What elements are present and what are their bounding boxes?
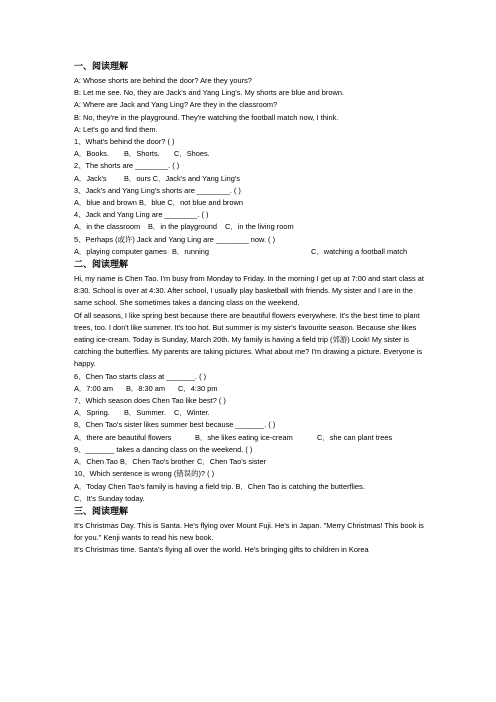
question-text: 4、Jack and Yang Ling are ________. ( ) bbox=[74, 210, 209, 220]
question-options bbox=[74, 246, 424, 258]
option-a[interactable]: A．Spring. bbox=[74, 408, 110, 418]
worksheet-page bbox=[74, 60, 424, 557]
question-text: 1、What's behind the door? ( ) bbox=[74, 137, 175, 147]
dialogue-line: A: Let's go and find them. bbox=[74, 124, 158, 134]
option-c[interactable]: C．Winter. bbox=[174, 408, 210, 418]
question-9 bbox=[74, 444, 424, 468]
option-c[interactable]: C．Shoes. bbox=[174, 149, 210, 159]
question-text: 9、_______ takes a dancing class on the weekend. ( ) bbox=[74, 444, 253, 454]
option-b-c[interactable]: B．blue C．not blue and brown bbox=[139, 198, 243, 208]
question-options bbox=[74, 407, 424, 419]
dialogue-line: B: Let me see. No, they are Jack's and Yang Ling's. My shorts are blue and brown. bbox=[74, 88, 344, 98]
option-a[interactable]: A．in the classroom bbox=[74, 222, 141, 232]
question-text: 6、Chen Tao starts class at _______. ( ) bbox=[74, 371, 207, 381]
question-3 bbox=[74, 185, 424, 209]
option-b[interactable]: B．Summer. bbox=[124, 408, 166, 418]
dialogue-line: A: Whose shorts are behind the door? Are they yours? bbox=[74, 76, 252, 85]
question-options bbox=[74, 197, 424, 209]
option-b[interactable]: B．8:30 am bbox=[126, 383, 166, 393]
question-options bbox=[74, 456, 424, 468]
section-3-heading: 三、阅读理解 bbox=[74, 506, 129, 517]
question-10 bbox=[74, 468, 424, 505]
dialogue-line: B: No, they're in the playground. They're watching the football match now, I think. bbox=[74, 112, 339, 122]
question-text: 5、Perhaps (或许) Jack and Yang Ling are ________ now. ( ) bbox=[74, 234, 276, 244]
option-a[interactable]: A．playing computer games bbox=[74, 246, 167, 256]
section-1-heading: 一、阅读理解 bbox=[74, 62, 129, 72]
question-text: 3、Jack's and Yang Ling's shorts are ________. ( ) bbox=[74, 185, 241, 195]
question-options bbox=[74, 148, 424, 160]
option-c[interactable]: C．watching a football match bbox=[311, 246, 408, 256]
question-6 bbox=[74, 371, 424, 395]
question-text: 7、Which season does Chen Tao like best? ( ) bbox=[74, 396, 226, 406]
option-c[interactable]: C．It's Sunday today. bbox=[74, 493, 145, 503]
option-a[interactable]: A．7:00 am bbox=[74, 383, 114, 393]
passage-paragraph: Of all seasons, I like spring best because there are beautiful flowers everywhere. It's the best time to plant trees, too. I don't like summer. It's too hot. But summer is my sister's favourite season. Because she likes eating ice-cream. Today is Sunday, March 20th. My family is having a field trip (郊游) Look! My sister is catching the butterflies. My parents are taking pictures. What about me? I'm drawing a picture. Everyone is happy. bbox=[74, 310, 423, 369]
question-options bbox=[74, 221, 424, 233]
option-c[interactable]: C．4:30 pm bbox=[178, 383, 218, 393]
section-1-dialogue bbox=[74, 75, 424, 136]
option-a[interactable]: A．Chen Tao bbox=[74, 457, 118, 467]
question-1 bbox=[74, 136, 424, 160]
question-options bbox=[74, 432, 424, 444]
option-b[interactable]: B．Shorts. bbox=[124, 149, 160, 159]
option-a-b[interactable]: A．Today Chen Tao's family is having a field trip. B．Chen Tao is catching the butterflies. bbox=[74, 481, 365, 491]
option-b[interactable]: B．Chen Tao's brother bbox=[120, 457, 195, 467]
question-options bbox=[74, 173, 424, 185]
option-b[interactable]: B．running bbox=[172, 246, 209, 256]
passage-paragraph: Hi, my name is Chen Tao. I'm busy from Monday to Friday. In the morning I get up at 7:00 and start class at 8:30. School is over at 4:30. After school, I usually play basketball with friends. My sister and I are in the same school. She sometimes takes a dancing class on the weekend. bbox=[74, 274, 424, 308]
question-4 bbox=[74, 209, 424, 233]
question-text: 8、Chen Tao's sister likes summer best because _______. ( ) bbox=[74, 420, 276, 430]
option-c[interactable]: C．Chen Tao's sister bbox=[197, 457, 267, 467]
option-b-c[interactable]: B．ours C．Jack's and Yang Ling's bbox=[124, 173, 240, 183]
question-2 bbox=[74, 160, 424, 184]
passage-paragraph: It's Christmas Day. This is Santa. He's flying over Mount Fuji. He's in Japan. "Merry Christmas! This book is for you." Kenji wants to read his new book. bbox=[74, 520, 424, 543]
option-a[interactable]: A．blue and brown bbox=[74, 198, 137, 208]
option-c[interactable]: C．she can plant trees bbox=[317, 432, 393, 442]
passage-paragraph: It's Christmas time. Santa's flying all over the world. He's bringing gifts to children in Korea bbox=[74, 545, 369, 555]
option-a[interactable]: A．Jack's bbox=[74, 173, 107, 183]
option-a[interactable]: A．Books. bbox=[74, 149, 109, 159]
option-a[interactable]: A．there are beautiful flowers bbox=[74, 432, 172, 442]
question-7 bbox=[74, 395, 424, 419]
question-text: 10、Which sentence is wrong (错误的)? ( ) bbox=[74, 469, 215, 479]
question-text: 2、The shorts are ________. ( ) bbox=[74, 161, 180, 171]
question-8 bbox=[74, 419, 424, 443]
section-2-heading: 二、阅读理解 bbox=[74, 260, 129, 271]
question-options bbox=[74, 383, 424, 395]
question-5 bbox=[74, 234, 424, 258]
dialogue-line: A: Where are Jack and Yang Ling? Are they in the classroom? bbox=[74, 100, 278, 110]
option-c[interactable]: C．in the living room bbox=[225, 222, 294, 232]
option-b[interactable]: B．in the playground bbox=[148, 222, 218, 232]
option-b[interactable]: B．she likes eating ice-cream bbox=[195, 432, 293, 442]
